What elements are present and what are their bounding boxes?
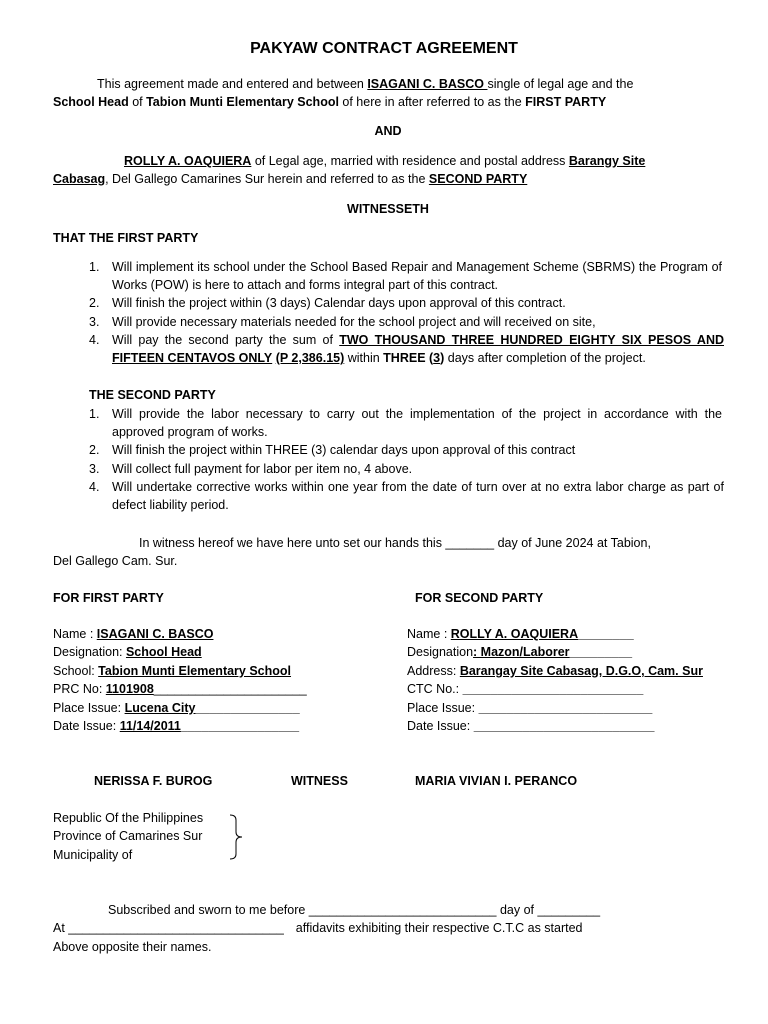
second-party-ctc-row <box>407 680 643 698</box>
field-value: Lucena City <box>124 701 196 715</box>
second-intro-line-2 <box>53 170 527 188</box>
field-label: CTC No.: <box>407 682 463 696</box>
first-party-item-4 <box>112 331 724 367</box>
first-party-prc-row <box>53 680 307 698</box>
list-number: 4. <box>89 333 100 347</box>
intro-line-1 <box>97 75 633 93</box>
list-number: 1. <box>89 407 100 421</box>
second-party-address-cont: Cabasag <box>53 172 106 186</box>
days-count: ) <box>440 351 445 365</box>
days-count-number: 3 <box>433 351 441 365</box>
intro-text: single of legal age and the <box>487 77 634 91</box>
first-party-item-2: Will finish the project within (3 days) Calendar days upon approval of this contract. <box>112 296 566 310</box>
blank-line: __________________________ <box>473 719 655 733</box>
intro-line-2 <box>53 93 606 111</box>
witness-label: WITNESS <box>291 774 348 788</box>
field-value: : Mazon/Laborer <box>473 645 570 659</box>
jurisdiction-province: Province of Camarines Sur <box>53 829 203 843</box>
field-value: 1101908 <box>105 682 154 696</box>
second-intro-text: of Legal age, married with residence and postal address <box>251 154 569 168</box>
field-label: Designation <box>407 645 474 659</box>
for-second-party-heading: FOR SECOND PARTY <box>415 591 544 605</box>
witnesseth-heading: WITNESSETH <box>347 202 429 216</box>
second-party-item-4: Will undertake corrective works within one year from the date of turn over at no extra labor charge as part of defect liability period. <box>112 480 724 512</box>
and-separator: AND <box>374 124 402 138</box>
list-number: 3. <box>89 315 100 329</box>
field-value: ROLLY A. OAQUIERA <box>450 627 579 641</box>
second-party-date-row <box>407 717 654 735</box>
second-party-item-2: Will finish the project within THREE (3) calendar days upon approval of this contract <box>112 443 576 457</box>
first-party-designation-row <box>53 643 202 661</box>
first-party-name-row <box>53 625 213 643</box>
item-text: days after completion of the project. <box>444 351 646 365</box>
field-value: 11/14/2011 <box>119 719 181 733</box>
second-party-address: Barangy Site <box>568 154 646 168</box>
second-party-designation-row <box>407 643 632 661</box>
blank-line: _________ <box>569 645 633 659</box>
oath-blank: At _______________________________ <box>53 921 284 935</box>
second-party-name-row <box>407 625 634 643</box>
first-party-item-3: Will provide necessary materials needed for the school project and will received on site, <box>112 315 596 329</box>
amount-in-numbers: (P 2,386.15) <box>275 351 345 365</box>
field-label: Address: <box>407 664 460 678</box>
document-title: PAKYAW CONTRACT AGREEMENT <box>250 40 518 57</box>
first-party-place-row <box>53 699 300 717</box>
oath-text: affidavits exhibiting their respective C.T.C as started <box>295 921 583 935</box>
first-party-position: School Head <box>53 95 129 109</box>
second-party-label: SECOND PARTY <box>428 172 528 186</box>
list-number: 1. <box>89 260 100 274</box>
first-party-date-row <box>53 717 299 735</box>
blank-line: _________________________ <box>478 701 653 715</box>
witness-name-left: NERISSA F. BUROG <box>94 774 213 788</box>
list-number: 4. <box>89 480 100 494</box>
intro-text: This agreement made and entered and between <box>97 77 368 91</box>
field-label: Place Issue: <box>53 701 125 715</box>
field-label: Place Issue: <box>407 701 479 715</box>
second-party-item-1: Will provide the labor necessary to carry out the implementation of the project in accordance with the approved program of works. <box>112 407 722 439</box>
oath-line-2 <box>53 919 583 937</box>
days-count: THREE ( <box>383 351 434 365</box>
first-party-label: FIRST PARTY <box>525 95 607 109</box>
jurisdiction-municipality: Municipality of <box>53 848 133 862</box>
intro-text: of here in after referred to as the <box>338 95 526 109</box>
list-number: 2. <box>89 443 100 457</box>
item-text: within <box>344 351 384 365</box>
second-party-place-row <box>407 699 652 717</box>
second-party-name: ROLLY A. OAQUIERA <box>124 154 252 168</box>
blank-line: ________ <box>578 627 634 641</box>
field-label: PRC No: <box>53 682 106 696</box>
list-number: 3. <box>89 462 100 476</box>
first-party-school-row <box>53 662 291 680</box>
blank-line: ______________________ <box>153 682 307 696</box>
field-label: Date Issue: <box>53 719 120 733</box>
second-party-heading: THE SECOND PARTY <box>89 388 216 402</box>
blank-line: __________________________ <box>462 682 644 696</box>
school-name: Tabion Munti Elementary School <box>146 95 339 109</box>
field-value: ISAGANI C. BASCO <box>96 627 214 641</box>
blank-line: _______________ <box>195 701 300 715</box>
list-number: 2. <box>89 296 100 310</box>
oath-line-3: Above opposite their names. <box>53 940 212 954</box>
field-label: Name : <box>53 627 97 641</box>
intro-text: of <box>128 95 147 109</box>
first-party-item-1: Will implement its school under the School Based Repair and Management Scheme (SBRMS) the Program of Works (POW) is here to attach and forms integral part of this contract. <box>112 260 722 292</box>
second-party-item-3: Will collect full payment for labor per item no, 4 above. <box>112 462 413 476</box>
field-label: School: <box>53 664 99 678</box>
field-value: School Head <box>125 645 202 659</box>
jurisdiction-republic: Republic Of the Philippines <box>53 811 204 825</box>
second-intro-text: , Del Gallego Camarines Sur herein and referred to as the <box>105 172 429 186</box>
field-label: Name : <box>407 627 451 641</box>
second-intro-line-1 <box>124 152 645 170</box>
right-brace-icon <box>229 814 243 860</box>
blank-line: _________________ <box>180 719 300 733</box>
witness-clause-line-2: Del Gallego Cam. Sur. <box>53 554 178 568</box>
oath-line-1: Subscribed and sworn to me before ___________________________ day of _________ <box>108 903 601 917</box>
amount-in-words: TWO THOUSAND THREE HUNDRED EIGHTY SIX PESOS AND FIFTEEN CENTAVOS ONLY <box>112 333 724 365</box>
item-text: Will pay the second party the sum of <box>112 333 340 347</box>
first-party-heading: THAT THE FIRST PARTY <box>53 231 199 245</box>
field-value: Barangay Site Cabasag, D.G.O, Cam. Sur <box>459 664 703 678</box>
second-party-address-row <box>407 662 703 680</box>
field-label: Designation: <box>53 645 126 659</box>
witness-name-right: MARIA VIVIAN I. PERANCO <box>415 774 578 788</box>
first-party-name: ISAGANI C. BASCO <box>367 77 488 91</box>
field-value: Tabion Munti Elementary School <box>98 664 292 678</box>
for-first-party-heading: FOR FIRST PARTY <box>53 591 164 605</box>
witness-clause-line-1: In witness hereof we have here unto set our hands this _______ day of June 2024 at Tabion, <box>139 536 651 550</box>
field-label: Date Issue: <box>407 719 474 733</box>
